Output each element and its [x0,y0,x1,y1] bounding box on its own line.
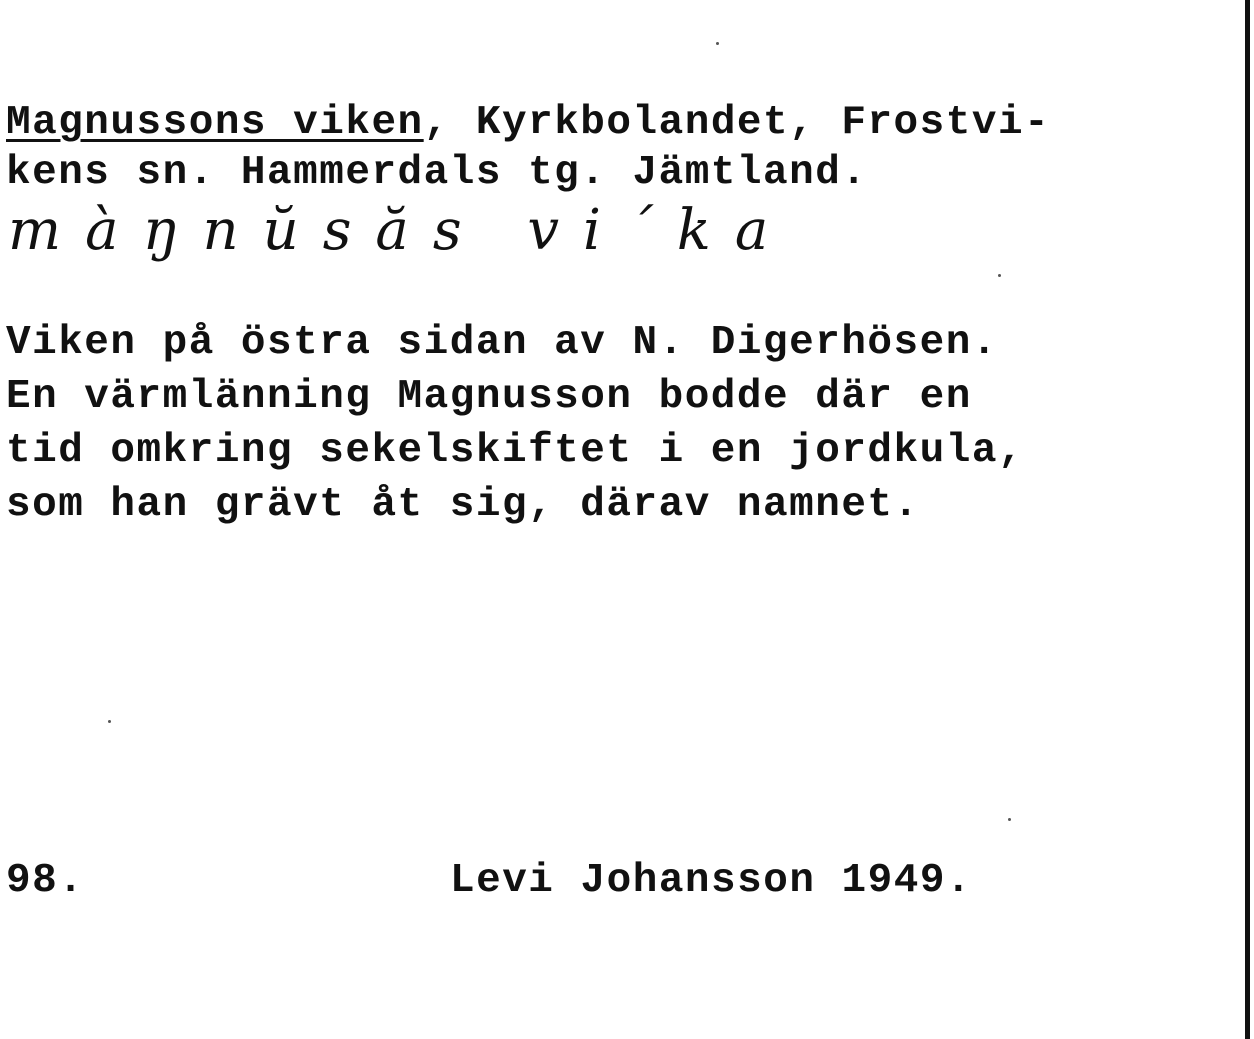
headword: Magnussons viken [6,100,424,146]
description-line-1: Viken på östra sidan av N. Digerhösen. [6,320,998,366]
paper-speck [1008,818,1011,821]
heading-location: , Kyrkbolandet, Frostvi- [423,100,1051,146]
phonetic-transcription: màŋnŭsăs vi´ka [8,198,793,263]
card-number: 98. [6,858,85,904]
description-line-2: En värmlänning Magnusson bodde där en [6,374,972,420]
paper-speck [716,42,719,45]
description-line-3: tid omkring sekelskiftet i en jordkula, [6,428,1025,474]
paper-speck [998,274,1001,277]
heading-line-1 [6,98,1050,148]
signature: Levi Johansson 1949. [450,858,973,904]
description-line-4: som han grävt åt sig, därav namnet. [6,482,920,528]
paper-speck [108,720,111,723]
heading-line-2: kens sn. Hammerdals tg. Jämtland. [6,150,868,196]
card-edge-line [1245,0,1250,1039]
